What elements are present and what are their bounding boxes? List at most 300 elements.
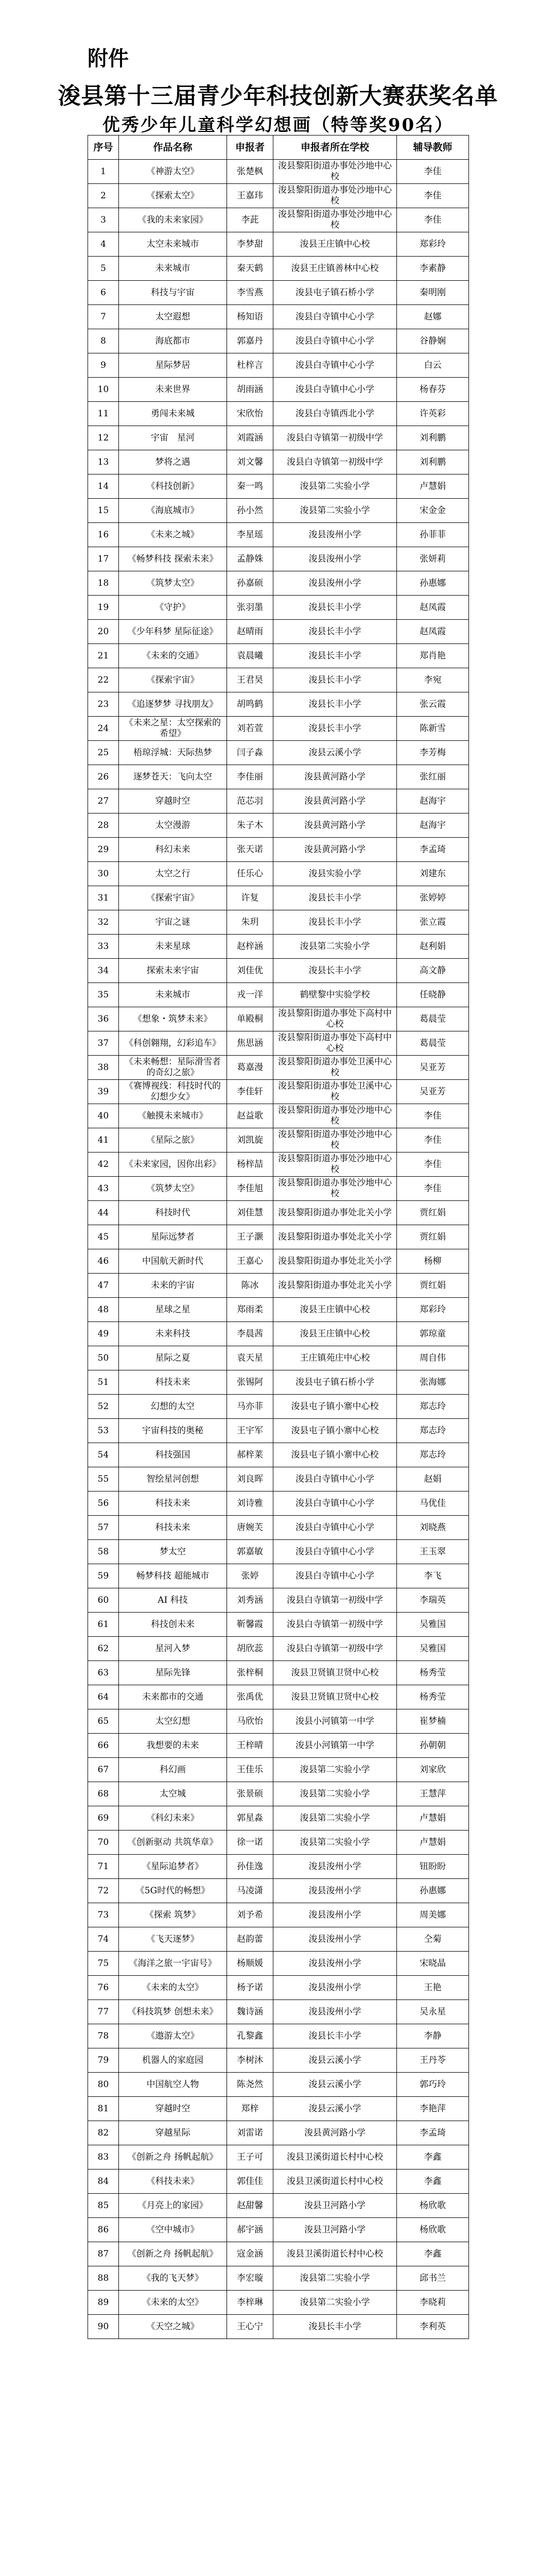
table-row [88, 1927, 469, 1952]
cell-applicant: 刘凯旋 [227, 1128, 273, 1153]
cell-applicant: 刘霞涵 [227, 426, 273, 450]
cell-number: 16 [88, 523, 119, 547]
cell-applicant: 张锡阿 [227, 1370, 273, 1395]
cell-work-title: 星际之夏 [119, 1346, 227, 1370]
cell-number: 76 [88, 1976, 119, 2000]
cell-teacher: 马优佳 [397, 1492, 469, 1516]
cell-teacher: 李佳 [397, 1153, 469, 1177]
cell-school: 浚县小河镇第一中学 [273, 1709, 397, 1734]
cell-school: 浚县卫河路小学 [273, 2194, 397, 2218]
cell-applicant: 刘秀涵 [227, 1588, 273, 1613]
cell-applicant: 焦思涵 [227, 1031, 273, 1056]
table-row [88, 1201, 469, 1225]
cell-school: 浚县卫溪街道长村中心校 [273, 2170, 397, 2194]
cell-school: 浚县浚州小学 [273, 571, 397, 596]
cell-number: 21 [88, 644, 119, 668]
cell-number: 23 [88, 692, 119, 717]
cell-number: 28 [88, 814, 119, 838]
table-row [88, 2121, 469, 2145]
cell-teacher: 郑彩玲 [397, 232, 469, 257]
cell-work-title: 未来的宇宙 [119, 1274, 227, 1298]
cell-teacher: 白云 [397, 353, 469, 378]
cell-applicant: 郝梓莱 [227, 1443, 273, 1467]
cell-number: 58 [88, 1540, 119, 1564]
cell-number: 72 [88, 1879, 119, 1903]
table-row [88, 450, 469, 474]
cell-applicant: 赵梓涵 [227, 935, 273, 959]
cell-applicant: 孙小然 [227, 499, 273, 523]
cell-teacher: 王艳 [397, 1976, 469, 2000]
cell-applicant: 刘良晖 [227, 1467, 273, 1492]
cell-number: 49 [88, 1322, 119, 1346]
cell-work-title: 《筑梦太空》 [119, 1177, 227, 1201]
cell-teacher: 赵海宇 [397, 789, 469, 814]
table-row [88, 910, 469, 935]
cell-number: 47 [88, 1274, 119, 1298]
cell-applicant: 孔黎鑫 [227, 2024, 273, 2048]
cell-work-title: 勇闯未来城 [119, 402, 227, 426]
table-row [88, 523, 469, 547]
cell-applicant: 郭星淼 [227, 1806, 273, 1831]
cell-number: 51 [88, 1370, 119, 1395]
table-row [88, 2097, 469, 2121]
cell-teacher: 王慧萍 [397, 1782, 469, 1806]
cell-applicant: 李梦甜 [227, 232, 273, 257]
cell-school: 浚县长丰小学 [273, 910, 397, 935]
col-header-teacher: 辅导教师 [397, 135, 469, 160]
cell-teacher: 葛晨莹 [397, 1007, 469, 1031]
table-row [88, 1588, 469, 1613]
table-row [88, 717, 469, 741]
cell-teacher: 王丹苓 [397, 2048, 469, 2073]
cell-work-title: 梧琼浮城：天际热梦 [119, 741, 227, 765]
cell-teacher: 吴雅国 [397, 1637, 469, 1661]
cell-teacher: 刘家欣 [397, 1758, 469, 1782]
cell-teacher: 宋晓晶 [397, 1952, 469, 1976]
cell-work-title: 太空幻想 [119, 1709, 227, 1734]
cell-applicant: 朱子木 [227, 814, 273, 838]
cell-school: 浚县白寺镇中心小学 [273, 1516, 397, 1540]
cell-applicant: 魏诗涵 [227, 2000, 273, 2024]
table-row [88, 329, 469, 353]
cell-number: 64 [88, 1685, 119, 1709]
cell-applicant: 刘予希 [227, 1903, 273, 1927]
cell-school: 浚县白寺镇第一初级中学 [273, 426, 397, 450]
cell-number: 1 [88, 160, 119, 184]
cell-applicant: 王宇军 [227, 1419, 273, 1443]
cell-applicant: 李佳丽 [227, 765, 273, 789]
cell-teacher: 崔梦楠 [397, 1709, 469, 1734]
cell-applicant: 郭嘉敏 [227, 1540, 273, 1564]
cell-number: 78 [88, 2024, 119, 2048]
cell-applicant: 郑梓 [227, 2097, 273, 2121]
cell-number: 35 [88, 983, 119, 1007]
cell-work-title: 中国航空人物 [119, 2073, 227, 2097]
cell-school: 浚县白寺镇中心小学 [273, 1540, 397, 1564]
cell-work-title: 科幻画 [119, 1758, 227, 1782]
cell-number: 56 [88, 1492, 119, 1516]
cell-number: 87 [88, 2242, 119, 2266]
cell-school: 浚县王庄镇中心校 [273, 1298, 397, 1322]
cell-work-title: 探索未来宇宙 [119, 959, 227, 983]
cell-number: 89 [88, 2291, 119, 2315]
cell-work-title: 星河入梦 [119, 1637, 227, 1661]
cell-work-title: 未来科技 [119, 1322, 227, 1346]
cell-teacher: 赵娟 [397, 1467, 469, 1492]
cell-number: 86 [88, 2218, 119, 2242]
document-header [0, 0, 556, 135]
cell-work-title: 《海洋之旅一宇宙号》 [119, 1952, 227, 1976]
cell-school: 浚县浚州小学 [273, 1855, 397, 1879]
cell-applicant: 马欣怡 [227, 1709, 273, 1734]
cell-school: 浚县云溪小学 [273, 741, 397, 765]
cell-work-title: 星际先锋 [119, 1661, 227, 1685]
cell-school: 浚县屯子镇小寨中心校 [273, 1443, 397, 1467]
cell-work-title: 科技强国 [119, 1443, 227, 1467]
cell-teacher: 郑志玲 [397, 1419, 469, 1443]
cell-number: 18 [88, 571, 119, 596]
cell-teacher: 刘利鹏 [397, 450, 469, 474]
cell-work-title: 太空之行 [119, 862, 227, 886]
cell-work-title: 海底都市 [119, 329, 227, 353]
cell-number: 70 [88, 1831, 119, 1855]
cell-school: 浚县第二实验小学 [273, 1831, 397, 1855]
cell-school: 浚县长丰小学 [273, 668, 397, 692]
table-row [88, 474, 469, 499]
cell-teacher: 李静 [397, 2024, 469, 2048]
cell-number: 34 [88, 959, 119, 983]
cell-applicant: 杜梓言 [227, 353, 273, 378]
cell-applicant: 胡雨涵 [227, 378, 273, 402]
table-row [88, 1831, 469, 1855]
cell-school: 浚县云溪小学 [273, 2097, 397, 2121]
cell-number: 74 [88, 1927, 119, 1952]
cell-school: 浚县长丰小学 [273, 2024, 397, 2048]
cell-number: 90 [88, 2315, 119, 2339]
cell-school: 浚县黎阳街道办事处北关小学 [273, 1201, 397, 1225]
table-row [88, 814, 469, 838]
table-row [88, 1395, 469, 1419]
table-row [88, 1298, 469, 1322]
cell-work-title: 《飞天逐梦》 [119, 1927, 227, 1952]
table-row [88, 232, 469, 257]
cell-work-title: 星球之星 [119, 1298, 227, 1322]
cell-work-title: 《探索宇宙》 [119, 886, 227, 910]
cell-work-title: 《天空之城》 [119, 2315, 227, 2339]
cell-applicant: 李星瑶 [227, 523, 273, 547]
cell-teacher: 高文静 [397, 959, 469, 983]
cell-teacher: 李佳 [397, 208, 469, 232]
cell-teacher: 赵凤霞 [397, 620, 469, 644]
cell-work-title: 《未来的太空》 [119, 1976, 227, 2000]
cell-school: 浚县黎阳街道办事处下高村中心校 [273, 1007, 397, 1031]
cell-work-title: 《科创翱翔，幻彩追车》 [119, 1031, 227, 1056]
cell-applicant: 刘若萱 [227, 717, 273, 741]
cell-number: 30 [88, 862, 119, 886]
cell-teacher: 杨柳 [397, 1249, 469, 1274]
cell-work-title: 星际梦居 [119, 353, 227, 378]
cell-number: 12 [88, 426, 119, 450]
cell-school: 浚县白寺镇第一初级中学 [273, 1637, 397, 1661]
cell-teacher: 谷静娴 [397, 329, 469, 353]
cell-number: 17 [88, 547, 119, 571]
cell-applicant: 张梓桐 [227, 1661, 273, 1685]
cell-number: 63 [88, 1661, 119, 1685]
cell-work-title: 太空漫游 [119, 814, 227, 838]
table-row [88, 1419, 469, 1443]
cell-teacher: 钮盼盼 [397, 1855, 469, 1879]
table-row [88, 2315, 469, 2339]
cell-applicant: 赵益歌 [227, 1104, 273, 1128]
cell-school: 浚县白寺镇第一初级中学 [273, 1613, 397, 1637]
table-row [88, 160, 469, 184]
table-header [88, 135, 469, 160]
cell-teacher: 孙惠娜 [397, 1879, 469, 1903]
table-row [88, 1661, 469, 1685]
table-row [88, 1274, 469, 1298]
table-row [88, 1104, 469, 1128]
cell-applicant: 杨梓喆 [227, 1153, 273, 1177]
cell-teacher: 张海娜 [397, 1370, 469, 1395]
cell-school: 浚县白寺镇西北小学 [273, 402, 397, 426]
cell-applicant: 唐婉芙 [227, 1516, 273, 1540]
cell-teacher: 郭琼童 [397, 1322, 469, 1346]
table-row [88, 1443, 469, 1467]
cell-teacher: 葛晨莹 [397, 1031, 469, 1056]
cell-teacher: 赵娜 [397, 305, 469, 329]
cell-work-title: 科技时代 [119, 1201, 227, 1225]
cell-work-title: 未来城市 [119, 983, 227, 1007]
cell-teacher: 杨秀莹 [397, 1661, 469, 1685]
cell-number: 82 [88, 2121, 119, 2145]
cell-applicant: 陈冰 [227, 1274, 273, 1298]
cell-work-title: 《星际之旅》 [119, 1128, 227, 1153]
cell-applicant: 马凌潇 [227, 1879, 273, 1903]
cell-number: 24 [88, 717, 119, 741]
table-row [88, 1467, 469, 1492]
table-row [88, 1540, 469, 1564]
cell-number: 13 [88, 450, 119, 474]
cell-teacher: 李芳梅 [397, 741, 469, 765]
cell-work-title: 智绘星河创想 [119, 1467, 227, 1492]
cell-school: 浚县第二实验小学 [273, 1758, 397, 1782]
cell-applicant: 许复 [227, 886, 273, 910]
cell-school: 浚县黎阳街道办事处卫溪中心校 [273, 1080, 397, 1104]
cell-applicant: 刘文馨 [227, 450, 273, 474]
table-row [88, 402, 469, 426]
cell-teacher: 秦明刚 [397, 281, 469, 305]
cell-applicant: 赵韵蕾 [227, 1927, 273, 1952]
cell-teacher: 吴亚芳 [397, 1080, 469, 1104]
table-row [88, 1564, 469, 1588]
cell-work-title: 《未来的交通》 [119, 644, 227, 668]
cell-applicant: 王子灏 [227, 1225, 273, 1249]
cell-applicant: 孙嘉硕 [227, 571, 273, 596]
cell-teacher: 许英彩 [397, 402, 469, 426]
cell-teacher: 李素静 [397, 257, 469, 281]
cell-school: 浚县浚州小学 [273, 523, 397, 547]
cell-applicant: 张天诺 [227, 838, 273, 862]
table-row [88, 2218, 469, 2242]
cell-school: 浚县黎阳街道办事处沙地中心校 [273, 1177, 397, 1201]
table-body [88, 160, 469, 2339]
cell-work-title: 宇宙之谜 [119, 910, 227, 935]
cell-applicant: 李佳轩 [227, 1080, 273, 1104]
cell-number: 5 [88, 257, 119, 281]
cell-work-title: 梦太空 [119, 1540, 227, 1564]
cell-school: 浚县长丰小学 [273, 717, 397, 741]
cell-applicant: 郝宇涵 [227, 2218, 273, 2242]
cell-number: 81 [88, 2097, 119, 2121]
cell-school: 浚县卫贤镇卫贤中心校 [273, 1685, 397, 1709]
cell-applicant: 张楚枫 [227, 160, 273, 184]
cell-applicant: 王佳乐 [227, 1758, 273, 1782]
cell-school: 浚县云溪小学 [273, 2073, 397, 2097]
cell-work-title: 《创新之舟 扬帆起航》 [119, 2145, 227, 2170]
cell-work-title: 《未来之星：太空探索的希望》 [119, 717, 227, 741]
table-row [88, 596, 469, 620]
cell-school: 浚县白寺镇中心小学 [273, 305, 397, 329]
cell-school: 浚县第二实验小学 [273, 2291, 397, 2315]
cell-applicant: 张景硕 [227, 1782, 273, 1806]
cell-number: 9 [88, 353, 119, 378]
table-row [88, 862, 469, 886]
cell-school: 浚县屯子镇石桥小学 [273, 1370, 397, 1395]
cell-applicant: 秦一鸣 [227, 474, 273, 499]
cell-number: 39 [88, 1080, 119, 1104]
cell-school: 浚县卫河路小学 [273, 2218, 397, 2242]
table-header-row [88, 135, 469, 160]
cell-number: 80 [88, 2073, 119, 2097]
cell-school: 浚县白寺镇中心小学 [273, 1492, 397, 1516]
cell-teacher: 李佳 [397, 1128, 469, 1153]
cell-teacher: 李飞 [397, 1564, 469, 1588]
cell-work-title: 《创新之舟 扬帆起航》 [119, 2242, 227, 2266]
cell-work-title: 《触摸未来城市》 [119, 1104, 227, 1128]
cell-work-title: 《筑梦太空》 [119, 571, 227, 596]
table-row [88, 644, 469, 668]
cell-work-title: 太空未来城市 [119, 232, 227, 257]
cell-applicant: 郭嘉丹 [227, 329, 273, 353]
cell-teacher: 刘建东 [397, 862, 469, 886]
cell-work-title: 《海底城市》 [119, 499, 227, 523]
cell-applicant: 李晨茜 [227, 1322, 273, 1346]
table-row [88, 1685, 469, 1709]
cell-applicant: 孙佳逸 [227, 1855, 273, 1879]
cell-work-title: 《5G时代的畅想》 [119, 1879, 227, 1903]
cell-work-title: 畅梦科技 超能城市 [119, 1564, 227, 1588]
cell-work-title: 逐梦苍天：飞向太空 [119, 765, 227, 789]
cell-number: 79 [88, 2048, 119, 2073]
cell-school: 浚县屯子镇小寨中心校 [273, 1395, 397, 1419]
table-row [88, 959, 469, 983]
cell-work-title: 太空城 [119, 1782, 227, 1806]
cell-school: 浚县黎阳街道办事处北关小学 [273, 1249, 397, 1274]
cell-school: 浚县卫溪街道长村中心校 [273, 2145, 397, 2170]
cell-school: 浚县第二实验小学 [273, 1782, 397, 1806]
cell-applicant: 朱玥 [227, 910, 273, 935]
cell-applicant: 赵晴雨 [227, 620, 273, 644]
cell-teacher: 李佳 [397, 1177, 469, 1201]
table-row [88, 1806, 469, 1831]
table-row [88, 2170, 469, 2194]
table-row [88, 838, 469, 862]
cell-applicant: 李佳旭 [227, 1177, 273, 1201]
cell-teacher: 李佳 [397, 184, 469, 208]
cell-applicant: 胡鸣鹤 [227, 692, 273, 717]
cell-number: 54 [88, 1443, 119, 1467]
annex-label: 附件 [88, 47, 129, 71]
table-row [88, 668, 469, 692]
cell-school: 浚县第二实验小学 [273, 499, 397, 523]
cell-number: 46 [88, 1249, 119, 1274]
col-header-number: 序号 [88, 135, 119, 160]
cell-school: 浚县白寺镇中心小学 [273, 378, 397, 402]
cell-work-title: 我想要的未来 [119, 1734, 227, 1758]
cell-teacher: 李佳 [397, 160, 469, 184]
cell-work-title: 《我的飞天梦》 [119, 2266, 227, 2291]
cell-teacher: 郑彩玲 [397, 1298, 469, 1322]
cell-work-title: 《追逐梦梦 寻找朋友》 [119, 692, 227, 717]
table-row [88, 1153, 469, 1177]
cell-number: 77 [88, 2000, 119, 2024]
cell-work-title: 中国航天新时代 [119, 1249, 227, 1274]
cell-applicant: 单殿桐 [227, 1007, 273, 1031]
cell-teacher: 郑肖艳 [397, 644, 469, 668]
cell-teacher: 杨欣歌 [397, 2194, 469, 2218]
cell-teacher: 李佳 [397, 1104, 469, 1128]
cell-work-title: 《我的未来家园》 [119, 208, 227, 232]
cell-school: 浚县屯子镇小寨中心校 [273, 1419, 397, 1443]
cell-teacher: 贾红娟 [397, 1201, 469, 1225]
cell-school: 浚县黎阳街道办事处下高村中心校 [273, 1031, 397, 1056]
winners-table [88, 135, 469, 2339]
cell-school: 浚县卫贤镇卫贤中心校 [273, 1661, 397, 1685]
table-row [88, 1855, 469, 1879]
cell-teacher: 赵利娟 [397, 935, 469, 959]
cell-work-title: 穿越星际 [119, 2121, 227, 2145]
cell-teacher: 张红丽 [397, 765, 469, 789]
cell-school: 浚县王庄镇中心校 [273, 232, 397, 257]
cell-school: 浚县浚州小学 [273, 1903, 397, 1927]
cell-school: 浚县屯子镇石桥小学 [273, 281, 397, 305]
table-row [88, 305, 469, 329]
cell-number: 75 [88, 1952, 119, 1976]
cell-work-title: 星际远梦者 [119, 1225, 227, 1249]
cell-teacher: 贾红娟 [397, 1274, 469, 1298]
cell-school: 浚县第二实验小学 [273, 935, 397, 959]
table-row [88, 208, 469, 232]
cell-school: 浚县黄河路小学 [273, 765, 397, 789]
cell-number: 40 [88, 1104, 119, 1128]
cell-school: 浚县黎阳街道办事处沙地中心校 [273, 1153, 397, 1177]
cell-school: 浚县长丰小学 [273, 959, 397, 983]
cell-number: 50 [88, 1346, 119, 1370]
cell-applicant: 李梓琳 [227, 2291, 273, 2315]
cell-work-title: 宇宙科技的奥秘 [119, 1419, 227, 1443]
cell-teacher: 周自伟 [397, 1346, 469, 1370]
cell-teacher: 李孟琦 [397, 2121, 469, 2145]
cell-teacher: 李鑫 [397, 2242, 469, 2266]
cell-teacher: 陈新雪 [397, 717, 469, 741]
cell-work-title: 《空中城市》 [119, 2218, 227, 2242]
table-row [88, 257, 469, 281]
cell-school: 浚县王庄镇中心校 [273, 1322, 397, 1346]
cell-teacher: 杨秀莹 [397, 1685, 469, 1709]
cell-applicant: 杨予诺 [227, 1976, 273, 2000]
cell-number: 84 [88, 2170, 119, 2194]
cell-school: 浚县浚州小学 [273, 1879, 397, 1903]
